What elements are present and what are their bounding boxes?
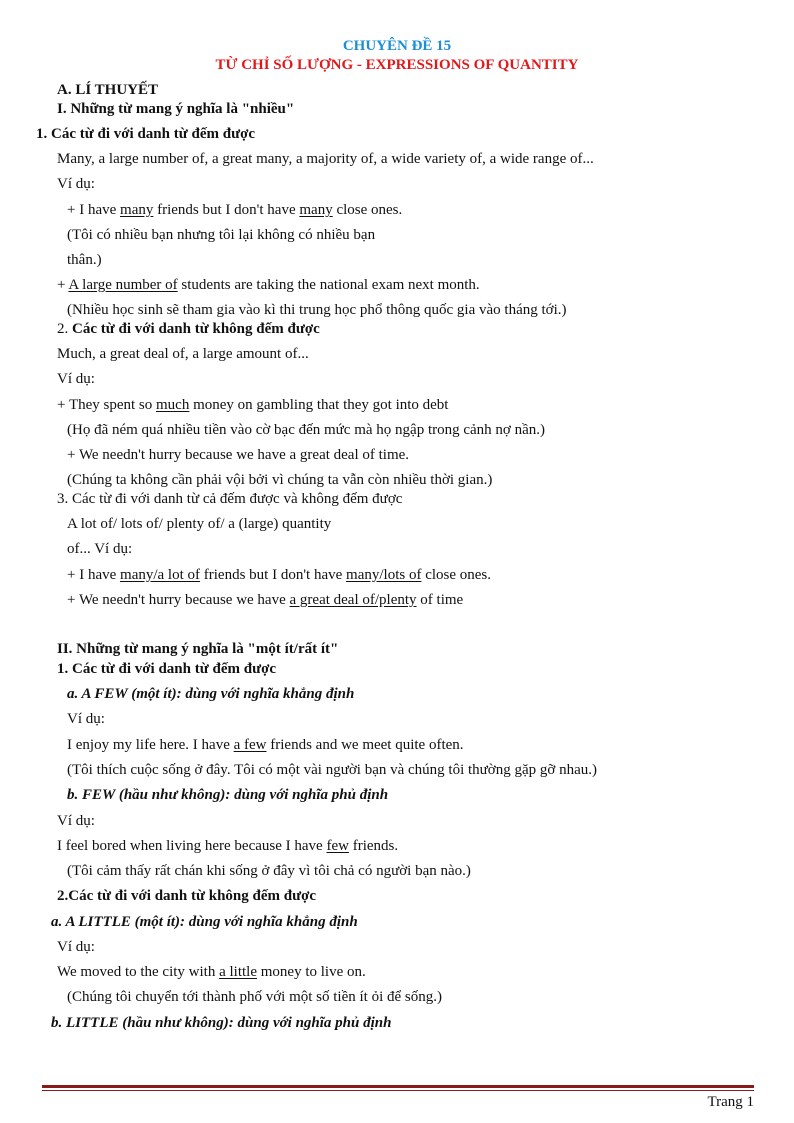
example-8-translation: (Tôi cảm thấy rất chán khi sống ở đây vì tôi chả có người bạn nào.) bbox=[67, 863, 471, 879]
part1-heading: I. Những từ mang ý nghĩa là "nhiều" bbox=[57, 101, 295, 117]
example-4-translation: (Chúng ta không cần phải vội bởi vì chúng ta vẫn còn nhiều thời gian.) bbox=[67, 472, 493, 488]
doc-title: CHUYÊN ĐỀ 15 bbox=[342, 38, 452, 54]
example-3-translation: (Họ đã ném quá nhiều tiền vào cờ bạc đến mức mà họ ngập trong cảnh nợ nần.) bbox=[67, 422, 546, 438]
example-label: Ví dụ: bbox=[57, 176, 95, 192]
example-5: + I have many/a lot of friends but I don't have many/lots of close ones. bbox=[67, 567, 492, 583]
example-3: + They spent so much money on gambling that they got into debt bbox=[57, 397, 449, 413]
p1-sub3-list: A lot of/ lots of/ plenty of/ a (large) quantity bbox=[67, 516, 332, 532]
p2-item-little: b. LITTLE (hầu như không): dùng với nghĩa phủ định bbox=[51, 1015, 392, 1031]
p1-sub3-list-cont: of... Ví dụ: bbox=[67, 541, 133, 557]
p2-item-few: b. FEW (hầu như không): dùng với nghĩa phủ định bbox=[67, 787, 389, 803]
p2-item-a-little: a. A LITTLE (một ít): dùng với nghĩa khẳng định bbox=[51, 914, 358, 930]
example-1: + I have many friends but I don't have many close ones. bbox=[67, 202, 403, 218]
p1-sub3-heading: 3. Các từ đi với danh từ cả đếm được và không đếm được bbox=[57, 491, 403, 507]
p2-sub1-heading: 1. Các từ đi với danh từ đếm được bbox=[57, 661, 277, 677]
example-9-translation: (Chúng tôi chuyển tới thành phố với một số tiền ít ỏi để sống.) bbox=[67, 989, 442, 1005]
example-label: Ví dụ: bbox=[67, 711, 105, 727]
p1-sub2-list: Much, a great deal of, a large amount of... bbox=[57, 346, 309, 362]
example-1-translation-cont: thân.) bbox=[67, 252, 102, 268]
example-2: + A large number of students are taking the national exam next month. bbox=[57, 277, 480, 293]
footer-rule-thin bbox=[42, 1090, 754, 1091]
doc-subtitle: TỪ CHỈ SỐ LƯỢNG - EXPRESSIONS OF QUANTITY bbox=[215, 57, 579, 73]
example-1-translation: (Tôi có nhiều bạn nhưng tôi lại không có nhiều bạn bbox=[67, 227, 376, 243]
p2-sub2-heading: 2.Các từ đi với danh từ không đếm được bbox=[57, 888, 317, 904]
example-2-translation: (Nhiều học sinh sẽ tham gia vào kì thi trung học phổ thông quốc gia vào tháng tới.) bbox=[67, 302, 567, 318]
example-8: I feel bored when living here because I have few friends. bbox=[57, 838, 399, 854]
example-label: Ví dụ: bbox=[57, 939, 95, 955]
section-a-heading: A. LÍ THUYẾT bbox=[57, 82, 159, 98]
example-9: We moved to the city with a little money to live on. bbox=[57, 964, 366, 980]
example-6: + We needn't hurry because we have a great deal of/plenty of time bbox=[67, 592, 464, 608]
example-7-translation: (Tôi thích cuộc sống ở đây. Tôi có một vài người bạn và chúng tôi thường gặp gỡ nhau.) bbox=[67, 762, 597, 778]
page-number: Trang 1 bbox=[707, 1094, 754, 1110]
part2-heading: II. Những từ mang ý nghĩa là "một ít/rất ít" bbox=[57, 641, 339, 657]
p1-sub1-list: Many, a large number of, a great many, a majority of, a wide variety of, a wide range of... bbox=[57, 151, 594, 167]
example-label: Ví dụ: bbox=[57, 371, 95, 387]
footer-rule-thick bbox=[42, 1085, 754, 1088]
p1-sub1-heading: 1. Các từ đi với danh từ đếm được bbox=[36, 126, 256, 142]
p2-item-a-few: a. A FEW (một ít): dùng với nghĩa khẳng định bbox=[67, 686, 355, 702]
example-7: I enjoy my life here. I have a few friends and we meet quite often. bbox=[67, 737, 464, 753]
p1-sub2-heading: 2. Các từ đi với danh từ không đếm được bbox=[57, 321, 320, 337]
example-label: Ví dụ: bbox=[57, 813, 95, 829]
example-4: + We needn't hurry because we have a great deal of time. bbox=[67, 447, 410, 463]
